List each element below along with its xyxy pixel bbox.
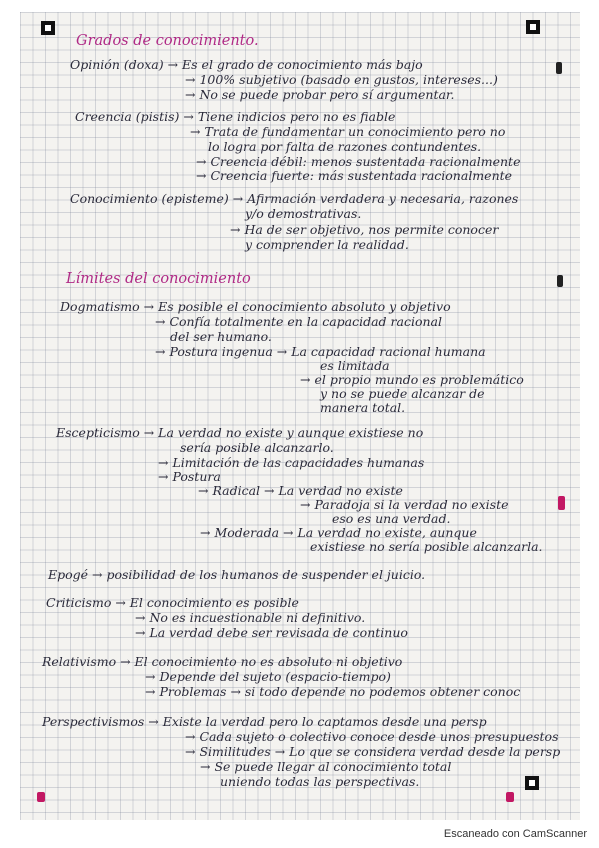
binder-hole-mark [557,275,563,287]
creencia-line: lo logra por falta de razones contundentes. [208,139,482,154]
criticismo-line: → La verdad debe ser revisada de continuo [135,625,408,640]
binder-hole-mark [556,62,562,74]
dogmatismo-line: → Confía totalmente en la capacidad racional [155,314,442,329]
heading-grados: Grados de conocimiento. [76,33,259,49]
criticismo-line: Criticismo → El conocimiento es posible [46,595,299,610]
scanner-watermark-text: Escaneado con CamScanner [443,828,587,840]
perspectivismo-line: uniendo todas las perspectivas. [220,774,420,789]
conocimiento-line: → Ha de ser objetivo, nos permite conocer [230,222,499,237]
dogmatismo-line: → Postura ingenua → La capacidad racional humana [155,344,486,359]
creencia-line: → Creencia débil: menos sustentada racionalmente [196,154,521,169]
criticismo-line: → No es incuestionable ni definitivo. [135,610,366,625]
escepticismo-line: existiese no sería posible alcanzarla. [310,539,543,554]
relativismo-line: → Problemas → si todo depende no podemos obtener conoc [145,684,521,699]
creencia-line: Creencia (pistis) → Tiene indicios pero no es fiable [75,109,396,124]
dogmatismo-line: es limitada [320,358,390,373]
relativismo-line: Relativismo → El conocimiento no es absoluto ni objetivo [42,654,403,669]
heading-limites: Límites del conocimiento [66,271,251,287]
pink-highlight-mark [506,792,514,802]
scan-corner-marker-icon [525,776,539,790]
perspectivismo-line: → Cada sujeto o colectivo conoce desde unos presupuestos [185,729,559,744]
dogmatismo-line: y no se puede alcanzar de [320,386,485,401]
creencia-line: → Creencia fuerte: más sustentada racionalmente [196,168,513,183]
relativismo-line: → Depende del sujeto (espacio-tiempo) [145,669,391,684]
conocimiento-line: y comprender la realidad. [245,237,409,252]
epoge-line: Epogé → posibilidad de los humanos de suspender el juicio. [48,567,426,582]
escepticismo-line: Escepticismo → La verdad no existe y aunque existiese no [56,425,424,440]
scanner-footer [0,822,599,848]
escepticismo-line: → Radical → La verdad no existe [198,483,403,498]
escepticismo-line: eso es una verdad. [332,511,451,526]
conocimiento-line: y/o demostrativas. [245,206,362,221]
dogmatismo-line: del ser humano. [170,329,272,344]
perspectivismo-line: → Se puede llegar al conocimiento total [200,759,452,774]
conocimiento-line: Conocimiento (episteme) → Afirmación verdadera y necesaria, razones [70,191,519,206]
scan-corner-marker-icon [526,20,540,34]
dogmatismo-line: manera total. [320,400,406,415]
escepticismo-line: → Paradoja si la verdad no existe [300,497,509,512]
pink-highlight-mark [558,496,565,510]
scan-corner-marker-icon [41,21,55,35]
opinion-line: → 100% subjetivo (basado en gustos, intereses...) [185,72,498,87]
notebook-page [20,12,580,820]
escepticismo-line: sería posible alcanzarlo. [180,440,334,455]
creencia-line: → Trata de fundamentar un conocimiento pero no [190,124,506,139]
dogmatismo-line: Dogmatismo → Es posible el conocimiento absoluto y objetivo [60,299,451,314]
pink-highlight-mark [37,792,45,802]
escepticismo-line: → Postura [158,469,221,484]
escepticismo-line: → Moderada → La verdad no existe, aunque [200,525,477,540]
opinion-line: → No se puede probar pero sí argumentar. [185,87,455,102]
escepticismo-line: → Limitación de las capacidades humanas [158,455,425,470]
perspectivismo-line: Perspectivismos → Existe la verdad pero lo captamos desde una persp [42,714,487,729]
opinion-line: Opinión (doxa) → Es el grado de conocimiento más bajo [70,57,423,72]
perspectivismo-line: → Similitudes → Lo que se considera verdad desde la persp [185,744,561,759]
dogmatismo-line: → el propio mundo es problemático [300,372,524,387]
